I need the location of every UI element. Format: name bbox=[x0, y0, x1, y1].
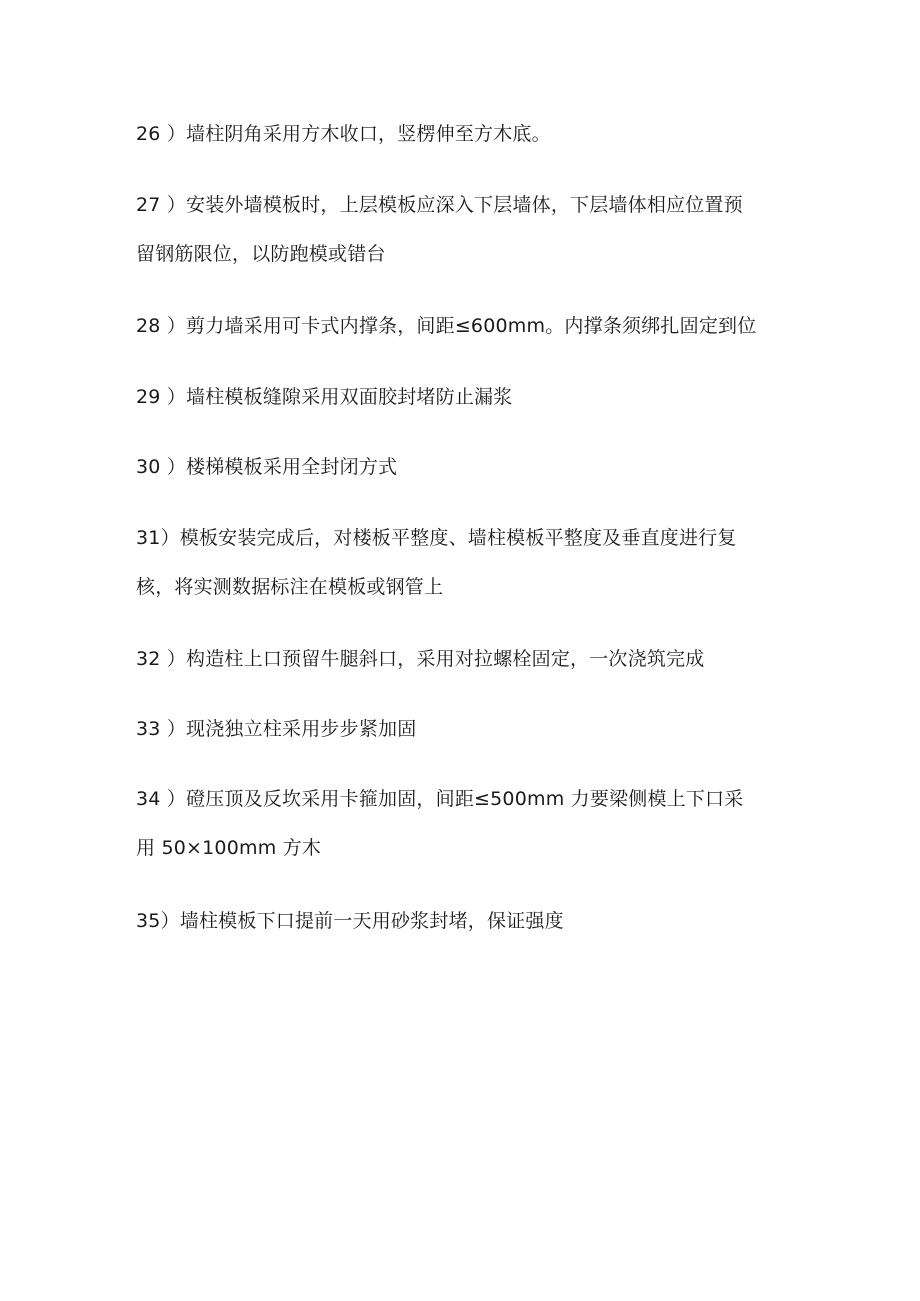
list-item-text: 29 ）墙柱模板缝隙采用双面胶封堵防止漏浆 bbox=[136, 386, 513, 408]
list-item-text: 35）墙柱模板下口提前一天用砂浆封堵，保证强度 bbox=[136, 910, 564, 932]
list-item-text: 33 ）现浇独立柱采用步步紧加固 bbox=[136, 718, 417, 740]
list-item-text: 28 ）剪力墙采用可卡式内撑条，间距≤600mm。内撑条须绑扎固定到位 bbox=[136, 315, 757, 337]
list-item-text: 32 ）构造柱上口预留牛腿斜口，采用对拉螺栓固定，一次浇筑完成 bbox=[136, 648, 705, 670]
list-item-text-continued: 核，将实测数据标注在模板或钢管上 bbox=[136, 576, 444, 598]
list-item-34 bbox=[136, 775, 796, 873]
list-item-33 bbox=[136, 705, 796, 754]
list-item-32 bbox=[136, 635, 796, 684]
list-item-27 bbox=[136, 181, 796, 279]
list-item-28 bbox=[136, 302, 796, 351]
list-item-31 bbox=[136, 514, 796, 612]
list-item-35 bbox=[136, 897, 796, 946]
list-item-text: 27 ）安装外墙模板时，上层模板应深入下层墙体，下层墙体相应位置预 bbox=[136, 194, 743, 216]
list-item-text-continued: 用 50×100mm 方木 bbox=[136, 837, 322, 859]
list-item-30 bbox=[136, 443, 796, 492]
list-item-text: 30 ）楼梯模板采用全封闭方式 bbox=[136, 456, 398, 478]
list-item-29 bbox=[136, 373, 796, 422]
list-item-text: 31）模板安装完成后，对楼板平整度、墙柱模板平整度及垂直度进行复 bbox=[136, 527, 737, 549]
list-item-26 bbox=[136, 110, 796, 159]
list-item-text-continued: 留钢筋限位，以防跑模或错台 bbox=[136, 243, 386, 265]
list-item-text: 34 ）磴压顶及反坎采用卡箍加固，间距≤500mm 力要梁侧模上下口采 bbox=[136, 788, 744, 810]
list-item-text: 26 ）墙柱阴角采用方木收口，竖楞伸至方木底。 bbox=[136, 123, 551, 145]
